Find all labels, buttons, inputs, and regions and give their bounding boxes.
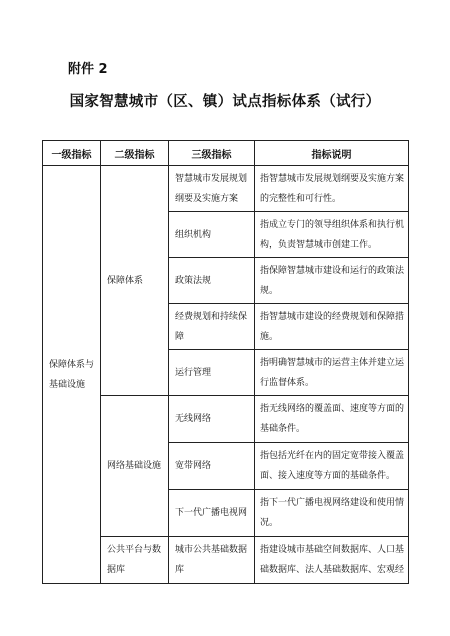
description-cell: 指明确智慧城市的运营主体并建立运行监督体系。 <box>255 350 409 396</box>
description-cell: 指成立专门的领导组织体系和执行机构，负责智慧城市创建工作。 <box>255 212 409 258</box>
description-cell: 指下一代广播电视网络建设和使用情况。 <box>255 490 409 537</box>
level2-cell: 网络基础设施 <box>101 396 169 537</box>
level3-cell: 组织机构 <box>169 212 255 258</box>
level2-cell: 公共平台与数据库 <box>101 537 169 584</box>
description-cell: 指无线网络的覆盖面、速度等方面的基础条件。 <box>255 396 409 443</box>
level3-cell: 无线网络 <box>169 396 255 443</box>
level3-cell: 下一代广播电视网 <box>169 490 255 537</box>
level1-cell: 保障体系与基础设施 <box>43 166 101 584</box>
description-cell: 指建设城市基础空间数据库、人口基础数据库、法人基础数据库、宏观经 <box>255 537 409 584</box>
header-level3: 三级指标 <box>169 141 255 166</box>
level3-cell: 城市公共基础数据库 <box>169 537 255 584</box>
description-cell: 指保障智慧城市建设和运行的政策法规。 <box>255 258 409 304</box>
document-title: 国家智慧城市（区、镇）试点指标体系（试行） <box>69 94 381 110</box>
attachment-label: 附件 2 <box>68 62 108 77</box>
header-level1: 一级指标 <box>43 141 101 166</box>
header-level2: 二级指标 <box>101 141 169 166</box>
header-description: 指标说明 <box>255 141 409 166</box>
table-header-row <box>43 141 409 166</box>
level3-cell: 运行管理 <box>169 350 255 396</box>
description-cell: 指包括光纤在内的固定宽带接入覆盖面、接入速度等方面的基础条件。 <box>255 443 409 490</box>
page-bottom-crop <box>0 612 450 636</box>
description-cell: 指智慧城市发展规划纲要及实施方案的完整性和可行性。 <box>255 166 409 212</box>
indicator-table <box>42 140 409 584</box>
level3-cell: 宽带网络 <box>169 443 255 490</box>
level2-cell: 保障体系 <box>101 166 169 396</box>
level3-cell: 政策法规 <box>169 258 255 304</box>
table-row <box>43 166 409 212</box>
level3-cell: 经费规划和持续保障 <box>169 304 255 350</box>
level3-cell: 智慧城市发展规划纲要及实施方案 <box>169 166 255 212</box>
description-cell: 指智慧城市建设的经费规划和保障措施。 <box>255 304 409 350</box>
